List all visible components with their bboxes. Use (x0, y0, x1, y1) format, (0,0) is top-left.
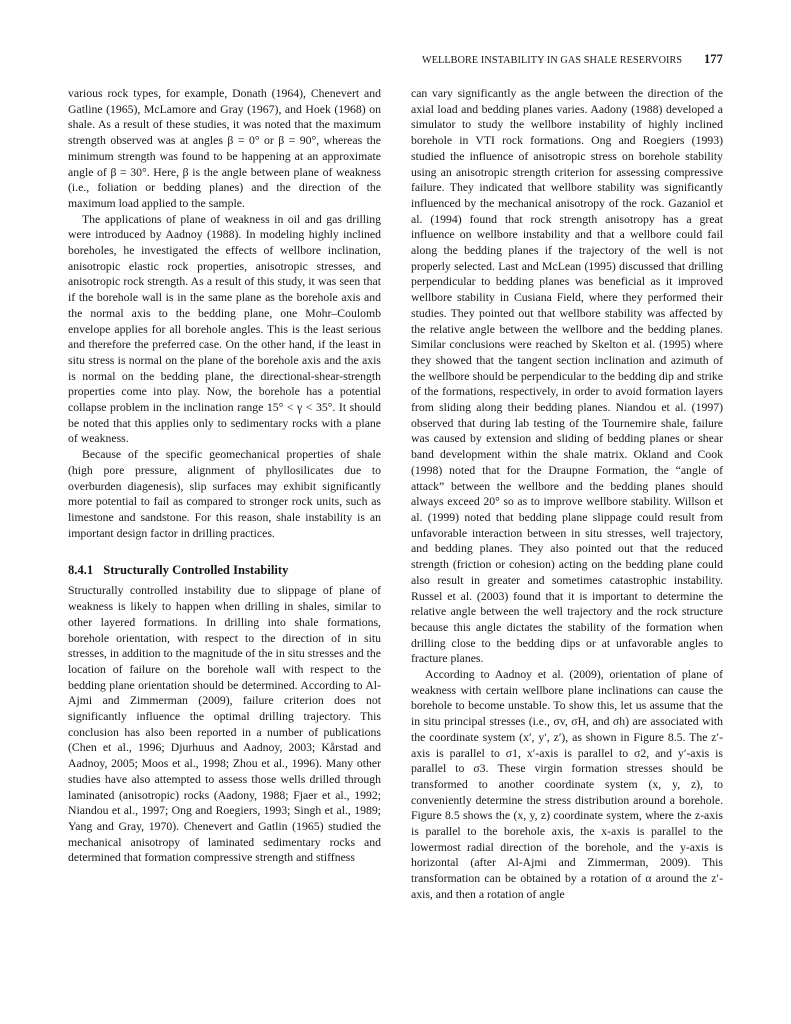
paragraph: can vary significantly as the angle between the direction of the axial load and bedding planes varies. Aadony (1988) developed a simulator to study the wellbore instability of highly inclined borehole in VTI rock formations. Ong and Roegiers (1993) studied the influence of anisotropic stress on borehole stability using an anisotropic strength criterion for assessing compressive failure. They indicated that wellbore stability was significantly influenced by the mechanical anisotropy of the rock. Gazaniol et al. (1994) found that rock strength anisotropy has a great influence on wellbore instability and that a wellbore could fail along the bedding planes if the trajectory of the well is not properly selected. Last and McLean (1995) discussed that drilling perpendicular to bedding planes was beneficial as it improved wellbore stability in Cusiana Field, where they performed their studies. They pointed out that wellbore stability was affected by the relative angle between the wellbore and the bedding planes. Similar conclusions were reached by Skelton et al. (1995) where they showed that the tangent section inclination and azimuth of the wellbore should be perpendicular to the bedding dip and strike of the formations, respectively, in order to avoid formation layers from sliding along their bedding planes. Niandou et al. (1997) observed that during lab testing of the Tournemire shale, failure was caused by extension and sliding of bedding planes or shear band development within the shale matrix. Okland and Cook (1998) noted that for the Draupne Formation, the “angle of attack” between the wellbore and the bedding planes should always exceed 20° so as to improve wellbore stability. Willson et al. (1999) noted that bedding plane slippage could result from unfavorable interaction between in situ stresses, well trajectory, and bedding planes. They also pointed out that the reduced strength (friction or cohesion) acting on the bedding plane could also result in greater and sometimes catastrophic instability. Russel et al. (2003) found that it is important to determine the relative angle between the well trajectory and the rock structure because this angle dictates the stability of the formation when drilling close to the bedding dips or at unfavorable angles to fracture planes. (411, 87, 723, 666)
paragraph: Structurally controlled instability due to slippage of plane of weakness is likely to happen when drilling in shales, similar to other layered formations. In drilling into shale formations, borehole orientation, with respect to the direction of in situ stresses, in addition to the magnitude of the in situ stresses and the location of failure on the borehole wall with respect to the bedding plane orientation should be determined. According to Al-Ajmi and Zimmerman (2009), failure criterion does not significantly influence the optimal drilling trajectory. This conclusion has also been reported in a number of publications (Chen et al., 1996; Djurhuus and Aadnoy, 2003; Kårstad and Aadnoy, 2005; Moos et al., 1998; Zhou et al., 1996). Many other studies have also attempted to assess those wells drilled through laminated (anisotropic) rocks (Aadony, 1988; Fjaer et al., 1992; Niandou et al., 1997; Ong and Roegiers, 1993; Singh et al., 1989; Yang and Gray, 1970). Chenevert and Gatlin (1965) studied the mechanical anisotropy of laminated sedimentary rocks and determined that formation compressive strength and stiffness (68, 584, 381, 865)
section-heading (68, 562, 381, 578)
left-column (68, 86, 381, 866)
page-number: 177 (703, 52, 723, 66)
paragraph: According to Aadnoy et al. (2009), orientation of plane of weakness with certain wellbore plane inclinations can cause the borehole to become unstable. To show this, let us assume that the in situ principal stresses (i.e., σv, σH, and σh) are associated with the coordinate system (x′, y′, z′), as shown in Figure 8.5. The z′-axis is parallel to σ1, x′-axis is parallel to σ2, and y′-axis is parallel to σ3. These virgin formation stresses should be transformed to another coordinate system (x, y, z), to conveniently determine the stress distribution around a borehole. Figure 8.5 shows the (x, y, z) coordinate system, where the z-axis is parallel to the borehole axis, the x-axis is parallel to the lowermost radial direction of the borehole, and the y-axis is horizontal (after Al-Ajmi and Zimmerman, 2009). This transformation can be obtained by a rotation of α around the z′-axis, and then a rotation of angle (411, 668, 723, 901)
right-column (411, 86, 723, 903)
paragraph: various rock types, for example, Donath (1964), Chenevert and Gatline (1965), McLamore and Gray (1967), and Hoek (1968) on shale. As a result of these studies, it was noted that the maximum strength observed was at angles β = 0° or β = 90°, whereas the minimum strength was found to be happening at an approximate angle of β = 30°. Here, β is the angle between plane of weakness (i.e., foliation or bedding planes) and the direction of the maximum load applied to the sample. (68, 87, 381, 210)
running-title: WELLBORE INSTABILITY IN GAS SHALE RESERVOIRS (422, 55, 683, 66)
section-number: 8.4.1 (68, 563, 94, 578)
paragraph: Because of the specific geomechanical properties of shale (high pore pressure, alignment of phyllosilicates due to overburden diagenesis), slip surfaces may exhibit significantly more potential to fail as compared to stronger rock units, such as limestone and sandstone. For this reason, shale instability is an important design factor in drilling practices. (68, 448, 381, 540)
section-title: Structurally Controlled Instability (103, 563, 289, 578)
running-header (412, 52, 723, 70)
paragraph: The applications of plane of weakness in oil and gas drilling were introduced by Aadnoy (1988). In modeling highly inclined boreholes, he investigated the effects of wellbore inclination, anisotropic elastic rock properties, anisotropic stresses, and anisotropic rock strength. As a result of this study, it was seen that if the borehole wall is in the same plane as the borehole axis and the normal axis to the bedding plane, one Mohr–Coulomb envelope applies for all borehole angles. This is the least serious and therefore the preferred case. On the other hand, if the least in situ stress is normal on the plane of the borehole axis and the axis is normal on the bedding plane, the directional-shear-strength properties come into play. Now, the borehole has a potential collapse problem in the inclination range 15° < γ < 35°. It should be noted that this applies only to sedimentary rocks with a plane of weakness. (68, 212, 381, 446)
